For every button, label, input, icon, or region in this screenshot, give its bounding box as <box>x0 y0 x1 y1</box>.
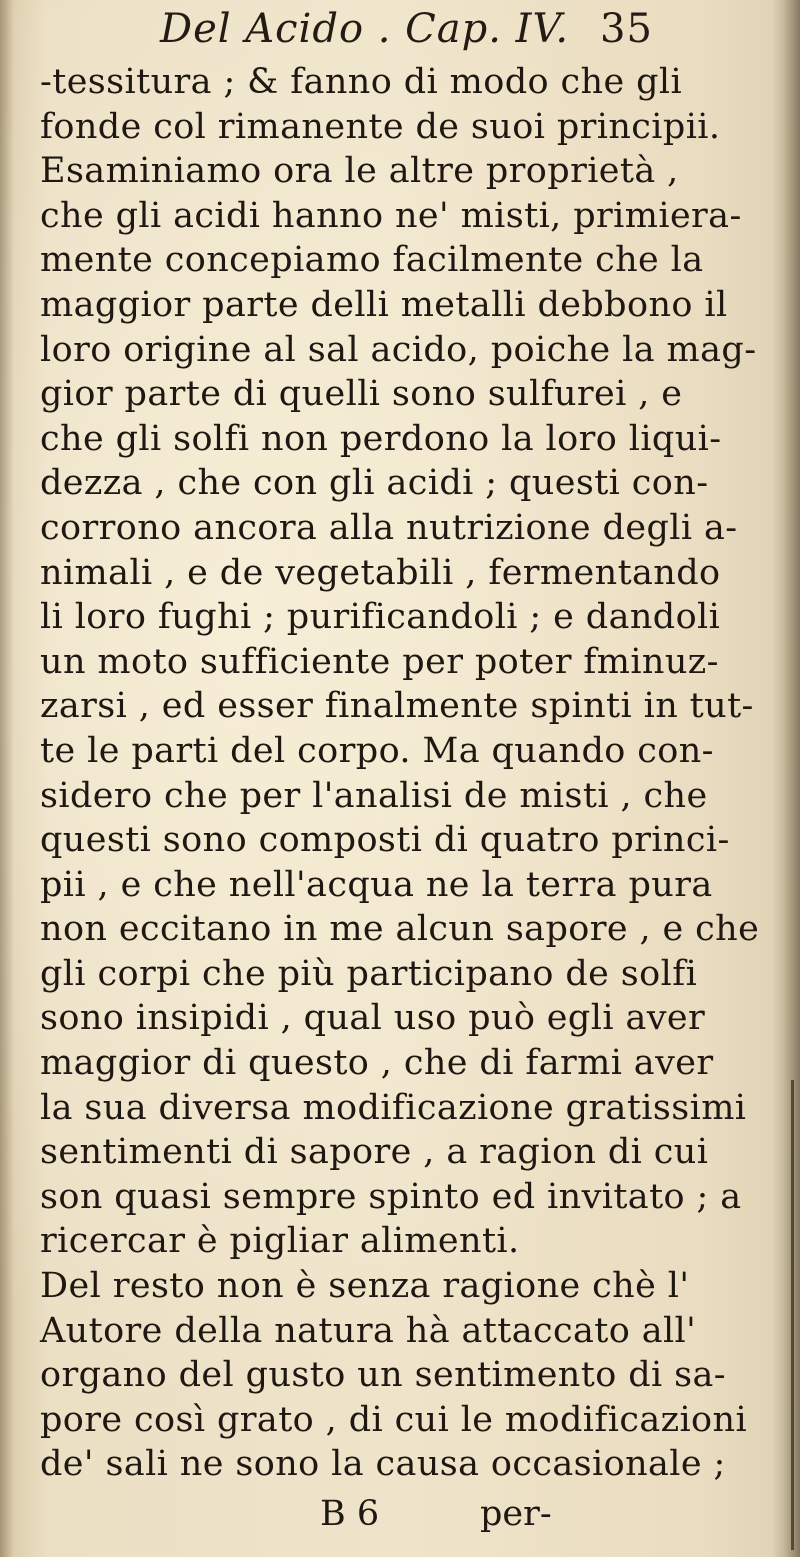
text-line: che gli solfi non perdono la loro liqui- <box>40 418 722 459</box>
text-line: corrono ancora alla nutrizione degli a- <box>40 507 738 548</box>
text-line: la sua diversa modificazione gratissimi <box>40 1087 747 1128</box>
text-line: Del resto non è senza ragione chè l' <box>40 1266 690 1307</box>
text-line: pii , e che nell'acqua ne la terra pura <box>40 864 713 905</box>
text-line: fonde col rimanente de suoi principii. <box>40 106 721 147</box>
text-line: Autore della natura hà attaccato all' <box>40 1310 697 1351</box>
text-line: mente concepiamo facilmente che la <box>40 240 704 281</box>
text-line: gli corpi che più participano de solfi <box>40 953 698 994</box>
text-line: sentimenti di sapore , a ragion di cui <box>40 1132 709 1173</box>
text-line: maggior parte delli metalli debbono il <box>40 284 728 325</box>
catchword: per- <box>480 1494 552 1534</box>
text-line: Esaminiamo ora le altre proprietà , <box>40 151 679 192</box>
text-line: sono insipidi , qual uso può egli aver <box>40 998 706 1039</box>
text-line: son quasi sempre spinto ed invitato ; a <box>40 1176 742 1217</box>
text-line: te le parti del corpo. Ma quando con- <box>40 730 714 771</box>
text-line: -tessitura ; & fanno di modo che gli <box>40 62 683 102</box>
text-line: questi sono composti di quatro princi- <box>40 820 730 861</box>
text-line: de' sali ne sono la causa occasionale ; <box>40 1444 726 1485</box>
text-line: zarsi , ed esser finalmente spinti in tut- <box>40 686 754 727</box>
body-text <box>40 60 770 1487</box>
text-line: loro origine al sal acido, poiche la mag- <box>40 329 757 370</box>
page-edge-line <box>791 1080 794 1550</box>
page-number: 35 <box>600 6 653 52</box>
binding-shadow <box>0 0 14 1557</box>
text-line: pore così grato , di cui le modificazioni <box>40 1399 748 1440</box>
text-line: ricercar è pigliar alimenti. <box>40 1221 520 1262</box>
text-line: dezza , che con gli acidi ; questi con- <box>40 463 709 504</box>
text-line: organo del gusto un sentimento di sa- <box>40 1355 726 1396</box>
page-footer <box>100 1494 700 1544</box>
text-line: maggior di questo , che di farmi aver <box>40 1043 714 1084</box>
running-title: Del Acido . Cap. IV. <box>160 6 570 52</box>
text-line: sidero che per l'analisi de misti , che <box>40 775 708 816</box>
text-line: li loro fughi ; purificandoli ; e dandoli <box>40 597 721 638</box>
signature-mark: B 6 <box>320 1494 380 1534</box>
text-line: che gli acidi hanno ne' misti, primiera- <box>40 195 742 236</box>
text-line: non eccitano in me alcun sapore , e che <box>40 909 760 950</box>
text-line: gior parte di quelli sono sulfurei , e <box>40 374 683 415</box>
page-edge <box>772 0 800 1557</box>
text-line: nimali , e de vegetabili , fermentando <box>40 552 721 593</box>
text-line: un moto sufficiente per poter fminuz- <box>40 641 719 682</box>
running-header <box>160 6 653 62</box>
